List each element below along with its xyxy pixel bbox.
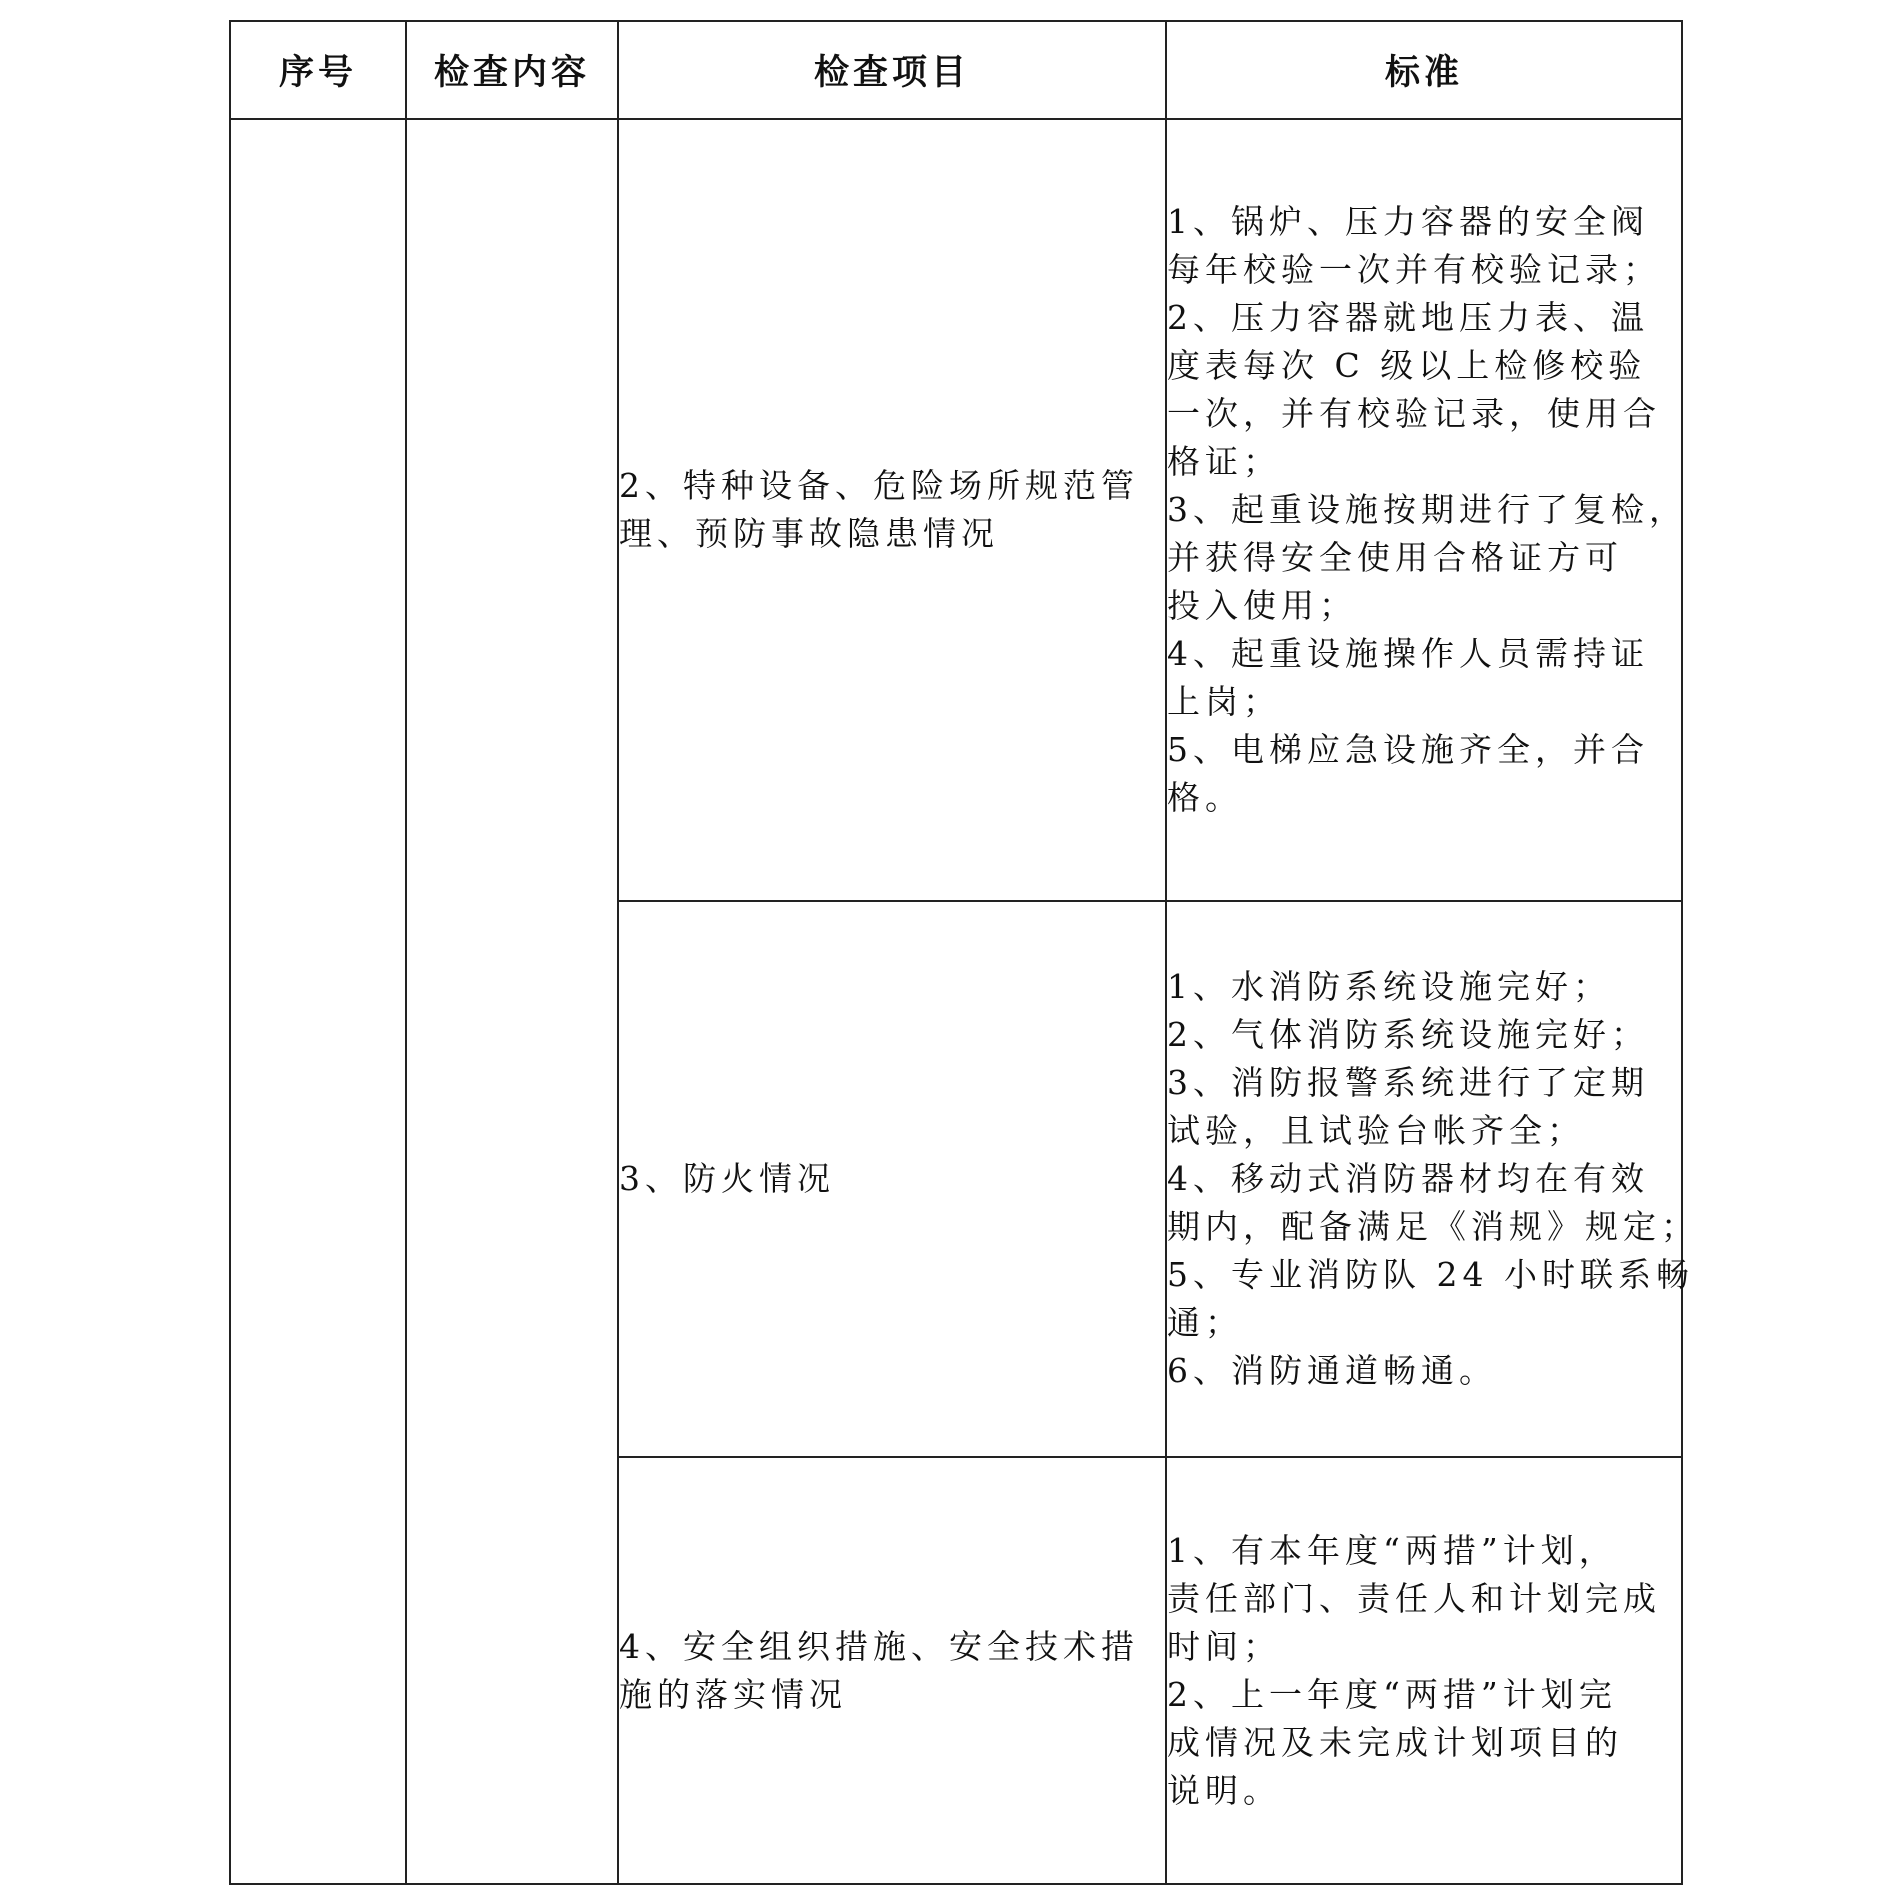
standard-text-line: 责任部门、责任人和计划完成 xyxy=(1167,1578,1661,1618)
inspection-item-cell xyxy=(618,901,1166,1457)
standard-text-line: 3、消防报警系统进行了定期 xyxy=(1167,1063,1649,1102)
standard-text-line: 1、有本年度“两措”计划， xyxy=(1167,1530,1617,1570)
standard-text-line: 说明。 xyxy=(1167,1770,1281,1810)
inspection-table xyxy=(229,20,1699,1885)
standard-text-line: 投入使用； xyxy=(1167,586,1357,625)
standard-text-line: 4、移动式消防器材均在有效 xyxy=(1167,1159,1649,1198)
standard-text-line: 每年校验一次并有校验记录； xyxy=(1167,250,1661,289)
inspection-content-cell xyxy=(406,119,618,1884)
inspection-item-cell xyxy=(618,1457,1166,1884)
standard-text-line: 3、起重设施按期进行了复检， xyxy=(1167,490,1687,529)
header-standard: 标准 xyxy=(1166,21,1682,119)
standard-text-line: 上岗； xyxy=(1167,682,1281,721)
standard-text-line: 格证； xyxy=(1167,442,1281,481)
item-text-line: 2、特种设备、危险场所规范管 xyxy=(619,466,1139,505)
standard-text-line: 2、气体消防系统设施完好； xyxy=(1167,1015,1649,1054)
standard-text-line: 2、压力容器就地压力表、温 xyxy=(1167,298,1649,337)
standard-cell xyxy=(1166,901,1699,1457)
header-inspection-content: 检查内容 xyxy=(406,21,618,119)
standard-text-line: 一次，并有校验记录，使用合 xyxy=(1167,394,1661,433)
standard-cell xyxy=(1166,1457,1682,1884)
standard-cell xyxy=(1166,119,1687,901)
inspection-item-cell xyxy=(618,119,1166,901)
item-text-line: 4、安全组织措施、安全技术措 xyxy=(619,1626,1139,1666)
item-text-line: 施的落实情况 xyxy=(619,1674,847,1714)
item-text-line: 3、防火情况 xyxy=(619,1159,835,1198)
header-inspection-item: 检查项目 xyxy=(618,21,1166,119)
standard-text-line: 试验，且试验台帐齐全； xyxy=(1167,1111,1585,1150)
standard-text-line: 度表每次 C 级以上检修校验 xyxy=(1167,346,1647,385)
inspection-sheet xyxy=(229,20,1699,1883)
header-row xyxy=(230,21,1682,119)
header-serial-number: 序号 xyxy=(230,21,406,119)
item-text-line: 理、预防事故隐患情况 xyxy=(619,514,999,553)
standard-text-line: 成情况及未完成计划项目的 xyxy=(1167,1722,1623,1762)
standard-text-line: 格。 xyxy=(1167,778,1243,817)
standard-text-line: 5、专业消防队 24 小时联系畅 xyxy=(1167,1255,1694,1294)
standard-text-line: 时间； xyxy=(1167,1626,1281,1666)
standard-text-line: 4、起重设施操作人员需持证 xyxy=(1167,634,1649,673)
standard-text-line: 通； xyxy=(1167,1303,1243,1342)
serial-number-cell xyxy=(230,119,406,1884)
standard-text-line: 5、电梯应急设施齐全，并合 xyxy=(1167,730,1649,769)
standard-text-line: 期内，配备满足《消规》规定； xyxy=(1167,1207,1699,1246)
standard-text-line: 1、水消防系统设施完好； xyxy=(1167,967,1611,1006)
standard-text-line: 2、上一年度“两措”计划完 xyxy=(1167,1674,1617,1714)
standard-text-line: 6、消防通道畅通。 xyxy=(1167,1351,1497,1390)
standard-text-line: 1、锅炉、压力容器的安全阀 xyxy=(1167,202,1649,241)
table-row xyxy=(230,119,1682,901)
standard-text-line: 并获得安全使用合格证方可 xyxy=(1167,538,1623,577)
